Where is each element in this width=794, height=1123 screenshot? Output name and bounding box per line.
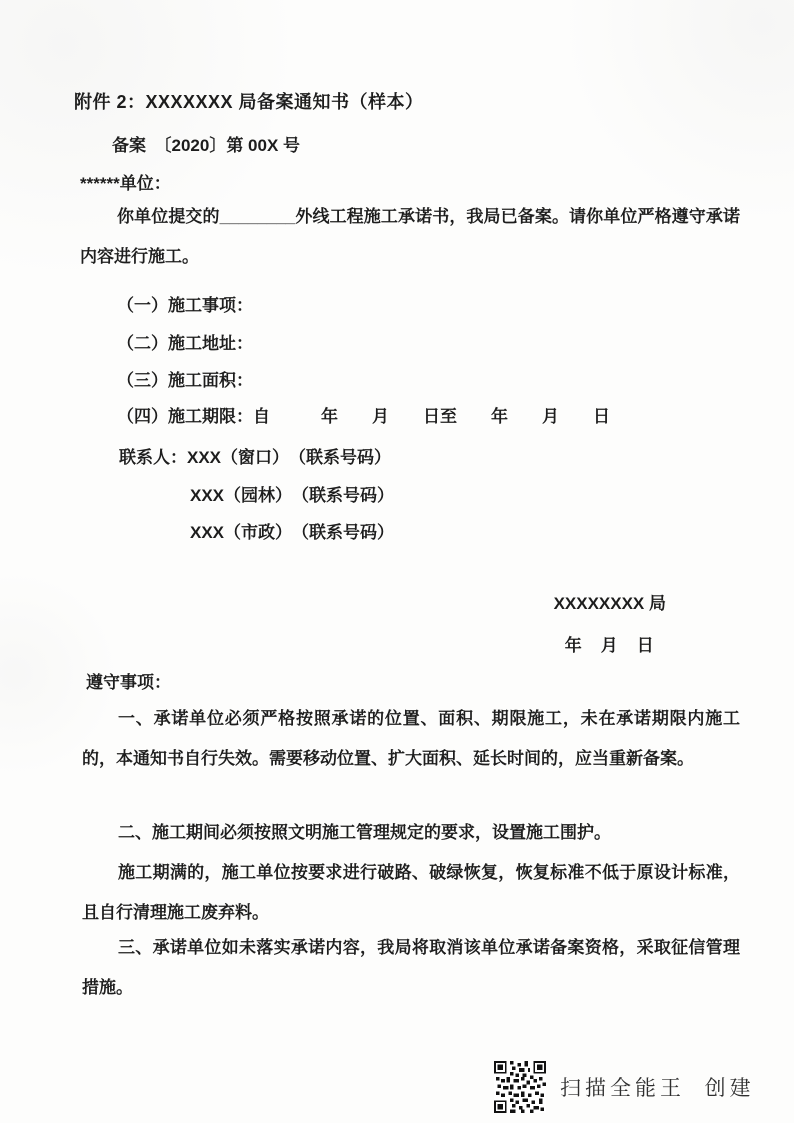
qr-code-icon: [494, 1061, 546, 1113]
construction-item-area: （三）施工面积：: [117, 371, 253, 390]
construction-item-period: （四）施工期限：自 年 月 日至 年 月 日: [117, 407, 610, 426]
intro-paragraph: 你单位提交的________外线工程施工承诺书，我局已备案。请你单位严格遵守承诺内容进行施工。: [80, 207, 740, 266]
attachment-title: 附件 2：XXXXXXX 局备案通知书（样本）: [74, 92, 424, 112]
contact-line-municipal: XXX（市政） （联系号码）: [190, 523, 395, 542]
compliance-paragraph-4: 三、承诺单位如未落实承诺内容，我局将取消该单位承诺备案资格，采取征信管理措施。: [82, 938, 740, 997]
contact-line-window: 联系人：XXX（窗口） （联系号码）: [119, 448, 392, 467]
construction-item-matter: （一）施工事项：: [117, 296, 253, 315]
compliance-paragraph-2: 二、施工期间必须按照文明施工管理规定的要求，设置施工围护。: [118, 823, 611, 842]
watermark-text: 扫描全能王 创建: [560, 1077, 755, 1100]
signature-block: [554, 589, 666, 656]
compliance-paragraph-3: 施工期满的，施工单位按要求进行破路、破绿恢复，恢复标准不低于原设计标准，且自行清理施工废弃料。: [82, 863, 740, 922]
compliance-heading: 遵守事项：: [86, 673, 171, 692]
signing-date-line: 年 月 日: [564, 636, 655, 655]
document-number: 备案 〔2020〕第 00X 号: [112, 136, 301, 155]
construction-item-address: （二）施工地址：: [117, 334, 253, 353]
compliance-paragraph-1: 一、承诺单位必须严格按照承诺的位置、面积、期限施工，未在承诺期限内施工的，本通知书自行失效。需要移动位置、扩大面积、延长时间的，应当重新备案。: [82, 709, 740, 768]
addressee-line: ******单位：: [80, 174, 171, 193]
signing-organization: XXXXXXXX 局: [553, 594, 666, 613]
scanner-watermark: [494, 1061, 755, 1113]
contact-line-garden: XXX（园林） （联系号码）: [190, 486, 395, 505]
